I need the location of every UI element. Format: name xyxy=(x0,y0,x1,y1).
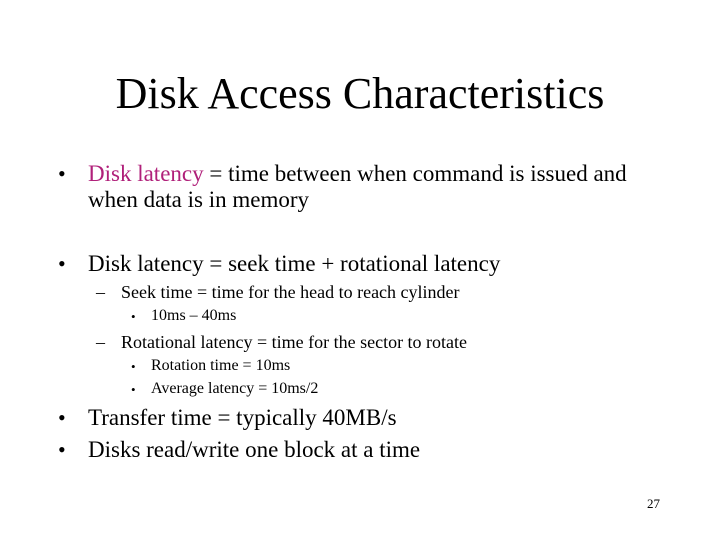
dash-icon: – xyxy=(96,332,105,352)
bullet-icon: • xyxy=(131,309,136,324)
bullet-item-transfer-time xyxy=(0,404,720,432)
bullet-icon: • xyxy=(58,437,66,462)
slide-title: Disk Access Characteristics xyxy=(115,69,605,118)
definition-text: = time between when command is issued and xyxy=(203,161,627,186)
page-number: 27 xyxy=(647,496,660,511)
bullet-item-disk-latency-formula xyxy=(0,250,720,278)
bullet-text: Transfer time = typically 40MB/s xyxy=(88,405,397,430)
bullet-item-block-access xyxy=(0,436,720,464)
subsubbullet-text: Average latency = 10ms/2 xyxy=(151,380,319,397)
highlighted-term: Disk latency xyxy=(88,161,204,186)
bullet-text-line2: when data is in memory xyxy=(88,187,310,212)
subsubbullet-item-rotation-time xyxy=(0,356,720,375)
bullet-icon: • xyxy=(131,359,136,374)
subbullet-item-rotational-latency xyxy=(0,331,720,353)
bullet-text-line1 xyxy=(88,160,627,187)
bullet-text: Disks read/write one block at a time xyxy=(88,437,421,462)
bullet-icon: • xyxy=(58,405,66,430)
subbullet-text: Rotational latency = time for the sector to rotate xyxy=(121,332,468,352)
subsubbullet-text: 10ms – 40ms xyxy=(151,307,237,324)
dash-icon: – xyxy=(96,282,105,302)
bullet-icon: • xyxy=(58,161,66,186)
bullet-icon: • xyxy=(58,251,66,276)
subsubbullet-item-average-latency xyxy=(0,379,720,398)
subsubbullet-item-seek-range xyxy=(0,306,720,325)
subsubbullet-text: Rotation time = 10ms xyxy=(151,357,291,374)
bullet-text: Disk latency = seek time + rotational latency xyxy=(88,251,501,276)
subbullet-text: Seek time = time for the head to reach cylinder xyxy=(121,282,460,302)
bullet-icon: • xyxy=(131,382,136,397)
bullet-item-disk-latency-definition xyxy=(0,160,720,216)
subbullet-item-seek-time xyxy=(0,281,720,303)
